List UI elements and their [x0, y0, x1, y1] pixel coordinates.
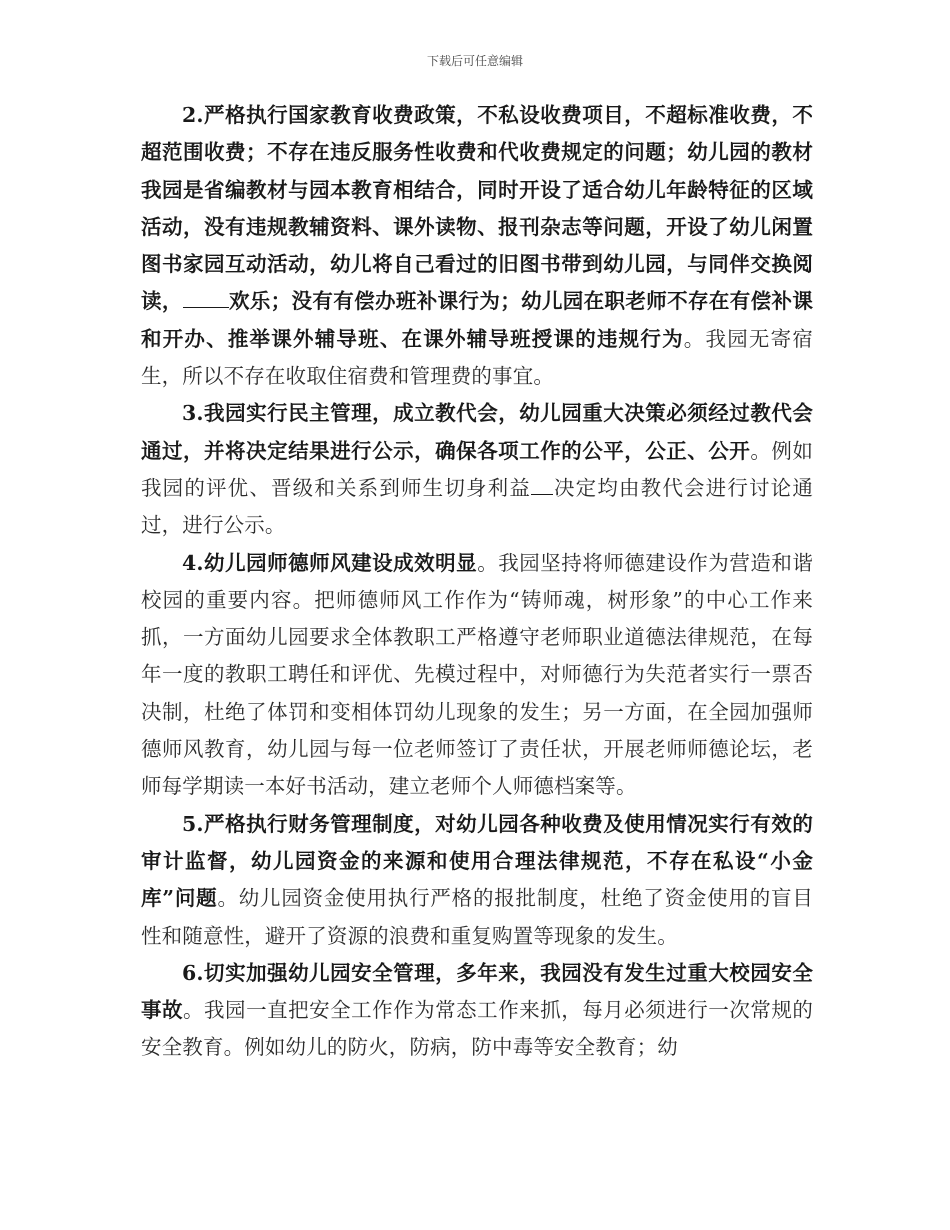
paragraph-4-bold: 4.幼儿园师德师风建设成效明显	[182, 550, 478, 575]
paragraph-4	[141, 545, 813, 806]
paragraph-2	[141, 97, 813, 395]
document-body	[141, 97, 813, 1067]
paragraph-2-normal: 。我园无寄宿生，所以不存在收取住宿费和管理费的事宜。	[141, 326, 814, 389]
page-header: 下载后可任意编辑	[426, 54, 523, 68]
paragraph-2-bold-continued: 欢乐；没有有偿办班补课行为；幼儿园在职老师不存在有偿补课和开办、推举课外辅导班、在课外辅导班授课的违规行为	[141, 289, 813, 351]
paragraph-3-bold: 3.我园实行民主管理，成立教代会，幼儿园重大决策必须经过教代会通过，并将决定结果进行公示，确保各项工作的公平，公正、公开	[141, 401, 813, 463]
paragraph-6	[141, 955, 813, 1067]
paragraph-6-bold: 6.切实加强幼儿园安全管理，多年来，我园没有发生过重大校园安全事故	[141, 960, 813, 1023]
paragraph-3-normal: 。例如我园的评优、晋级和关系到师生切身利益	[141, 438, 813, 500]
paragraph-4-normal: 。我园坚持将师德建设作为营造和谐校园的重要内容。把师德师风工作作为“铸师魂，树形象”的中心工作来抓，一方面幼儿园要求全体教职工严格遵守老师职业道德法律规范，在每年一度的教职工聘任和评优、先模过程中，对师德行为失范者实行一票否决制，杜绝了体罚和变相体罚幼儿现象的发生；另一方面，在全园加强师德师风教育，幼儿园与每一位老师签订了责任状，开展老师师德论坛，老师每学期读一本好书活动，建立老师个人师德档案等。	[141, 550, 814, 799]
blank-underline	[183, 289, 229, 308]
paragraph-5-normal: 。幼儿园资金使用执行严格的报批制度，杜绝了资金使用的盲目性和随意性，避开了资源的浪费和重复购置等现象的发生。	[141, 886, 813, 948]
blank-underline	[531, 476, 553, 495]
paragraph-3	[141, 395, 813, 544]
paragraph-3-normal-continued: 决定均由教代会进行讨论通过，进行公示。	[141, 475, 813, 538]
paragraph-6-normal: 。我园一直把安全工作作为常态工作来抓，每月必须进行一次常规的安全教育。例如幼儿的防火，防病，防中毒等安全教育；幼	[141, 998, 813, 1060]
paragraph-5	[141, 806, 813, 955]
paragraph-2-bold: 2.严格执行国家教育收费政策，不私设收费项目，不超标准收费，不超范围收费；不存在违反服务性收费和代收费规定的问题；幼儿园的教材我园是省编教材与园本教育相结合，同时开设了适合幼儿年龄特征的区域活动，没有违规教辅资料、课外读物、报刊杂志等问题，开设了幼儿闲置图书家园互动活动，幼儿将自己看过的旧图书带到幼儿园，与同伴交换阅读，	[141, 103, 813, 314]
paragraph-5-bold: 5.严格执行财务管理制度，对幼儿园各种收费及使用情况实行有效的审计监督，幼儿园资金的来源和使用合理法律规范，不存在私设“小金库”问题	[141, 811, 813, 911]
